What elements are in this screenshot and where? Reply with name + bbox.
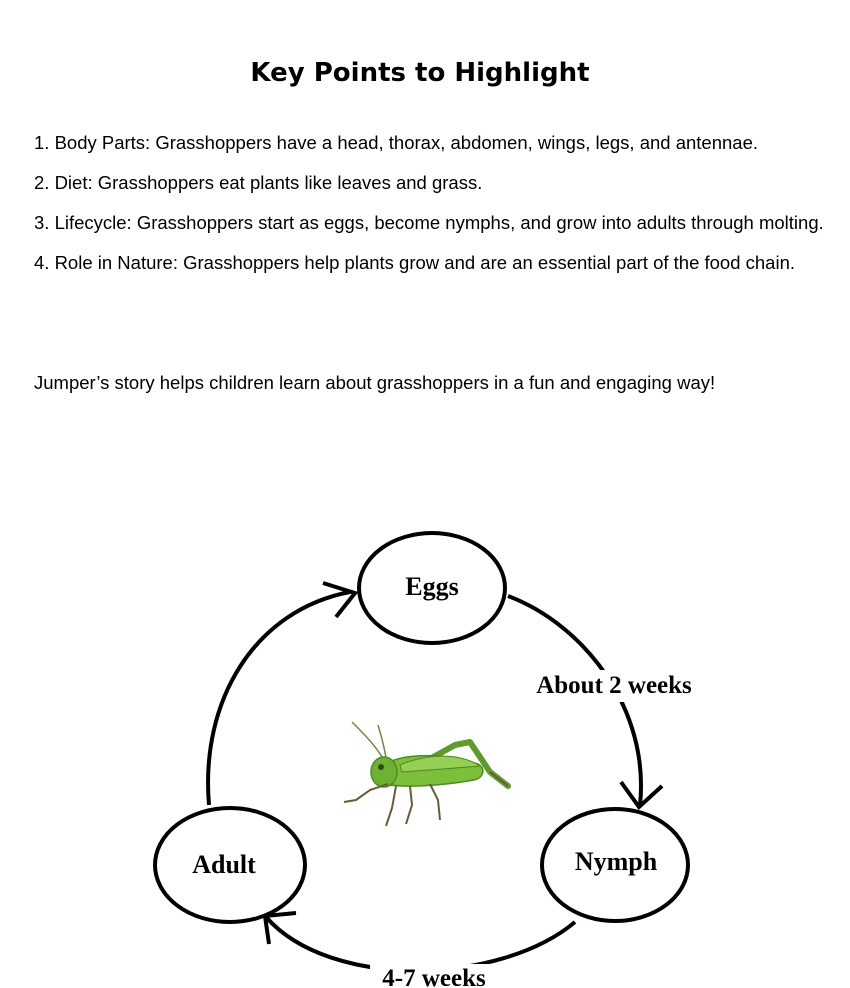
- key-point-lifecycle: 3. Lifecycle: Grasshoppers start as eggs, become nymphs, and grow into adults through molting.: [34, 212, 824, 233]
- stage-adult-label: Adult: [192, 850, 256, 879]
- closing-sentence: Jumper’s story helps children learn about grasshoppers in a fun and engaging way!: [34, 372, 716, 393]
- key-point-diet: 2. Diet: Grasshoppers eat plants like leaves and grass.: [34, 172, 483, 193]
- duration-nymph-to-adult: 4-7 weeks: [382, 965, 486, 988]
- duration-eggs-to-nymph: About 2 weeks: [536, 672, 692, 699]
- key-point-role-in-nature: 4. Role in Nature: Grasshoppers help plants grow and are an essential part of the food chain.: [34, 252, 796, 273]
- arrow-adult-to-eggs: [208, 592, 350, 805]
- page-title: Key Points to Highlight: [250, 58, 590, 88]
- arrowhead-eggs: [323, 583, 355, 617]
- arrow-nymph-to-adult: [266, 917, 575, 971]
- key-point-body-parts: 1. Body Parts: Grasshoppers have a head, thorax, abdomen, wings, legs, and antennae.: [34, 132, 759, 153]
- stage-nymph-label: Nymph: [574, 847, 658, 876]
- stage-eggs-label: Eggs: [405, 572, 459, 601]
- grasshopper-icon: [344, 722, 508, 826]
